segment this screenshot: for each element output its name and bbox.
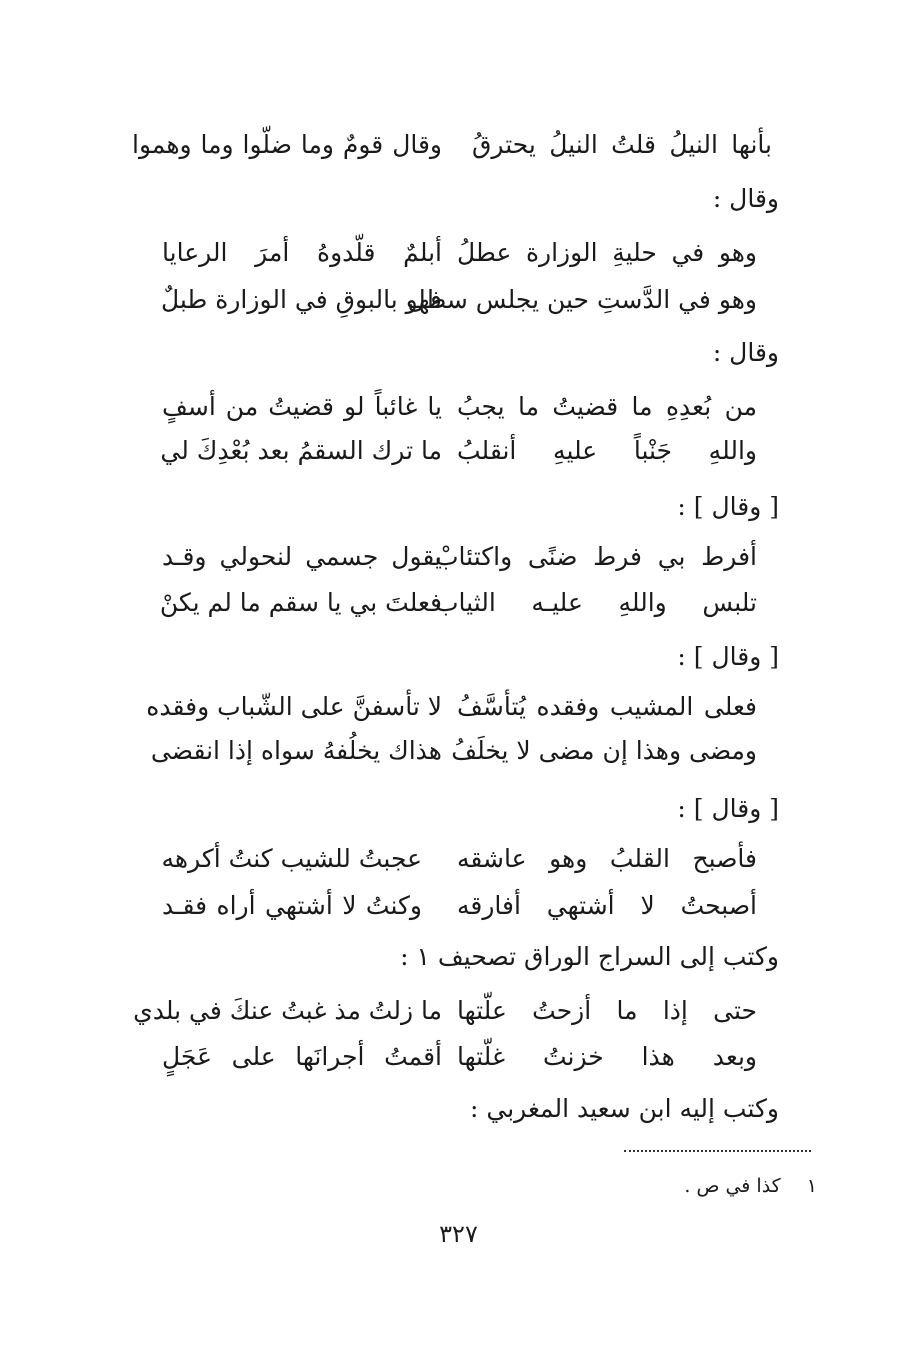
verse-second-hemistich: وهو في حليةِ الوزارة عطلُ	[457, 238, 757, 267]
verse-second-hemistich: وهو في الدَّستِ حين يجلس سطل	[407, 285, 757, 314]
footnote-separator	[624, 1150, 811, 1152]
verse-second-hemistich: فأصبح القلبُ وهو عاشقه	[457, 844, 757, 873]
poem-heading: [ وقال ] :	[677, 794, 779, 823]
poem-heading: وكتب إلى السراج الوراق تصحيف ١ :	[400, 942, 779, 971]
page-number: ٣٢٧	[439, 1220, 478, 1248]
verse-second-hemistich: أفرط بي فرط ضنًى واكتئابْ	[435, 542, 757, 571]
verse-second-hemistich: من بُعدِهِ ما قضيتُ ما يجبُ	[457, 392, 757, 421]
verse-first-hemistich: ما ترك السقمُ بعد بُعْدِكَ لي	[160, 436, 442, 465]
verse-first-hemistich: لا تأسفنَّ على الشّباب وفقده	[146, 692, 442, 721]
verse-second-hemistich: واللهِ جَنْباً عليهِ أنقلبُ	[457, 436, 757, 465]
verse-first-hemistich: وكنتُ لا أشتهي أراه فقـد	[162, 891, 422, 920]
footnote-number: ١	[806, 1175, 817, 1197]
poem-heading: [ وقال ] :	[677, 642, 779, 671]
verse-first-hemistich: ما زلتُ مذ غبتُ عنكَ في بلدي	[133, 996, 442, 1025]
verse-first-hemistich: هذاك يخلُفهُ سواه إذا انقضى	[150, 736, 442, 765]
footnote-text: كذا في ص .	[684, 1175, 781, 1197]
poem-heading: وكتب إليه ابن سعيد المغربي :	[469, 1094, 779, 1123]
verse-second-hemistich: تلبس واللهِ عليـه الثياب	[435, 588, 757, 617]
verse-first-hemistich: يقول جسمي لنحولي وقـد	[162, 542, 442, 571]
verse-first-hemistich: أبلمٌ قلّدوهُ أمرَ الرعايا	[162, 238, 442, 267]
verse-second-hemistich: حتى إذا ما أزحتُ علّتها	[457, 996, 757, 1025]
verse-first-hemistich: فهو بالبوقِ في الوزارة طبلٌ	[160, 285, 442, 314]
verse-second-hemistich: أصبحتُ لا أشتهي أفارقه	[457, 891, 757, 920]
verse-first-hemistich: يا غائباً لو قضيتُ من أسفٍ	[162, 392, 442, 421]
poem-heading: وقال :	[712, 184, 779, 213]
verse-second-hemistich: وبعد هذا خزنتُ غلّتها	[457, 1042, 757, 1071]
verse-second-hemistich: فعلى المشيب وفقده يُتأسَّفُ	[457, 692, 757, 721]
verse-first-hemistich: عجبتُ للشيب كنتُ أكرهه	[161, 844, 422, 873]
poem-heading: [ وقال ] :	[677, 492, 779, 521]
poem-heading: وقال :	[712, 338, 779, 367]
verse-first-hemistich: وقال قومٌ وما ضلّوا وما وهموا	[132, 130, 442, 159]
verse-second-hemistich: بأنها النيلُ قلتُ النيلُ يحترقُ	[472, 130, 772, 159]
verse-first-hemistich: فعلتَ بي يا سقم ما لم يكنْ	[159, 588, 442, 617]
verse-second-hemistich: ومضى وهذا إن مضى لا يخلَفُ	[451, 736, 757, 765]
footnote	[684, 1172, 817, 1200]
verse-first-hemistich: أقمتُ أجرانَها على عَجَلٍ	[162, 1042, 442, 1071]
